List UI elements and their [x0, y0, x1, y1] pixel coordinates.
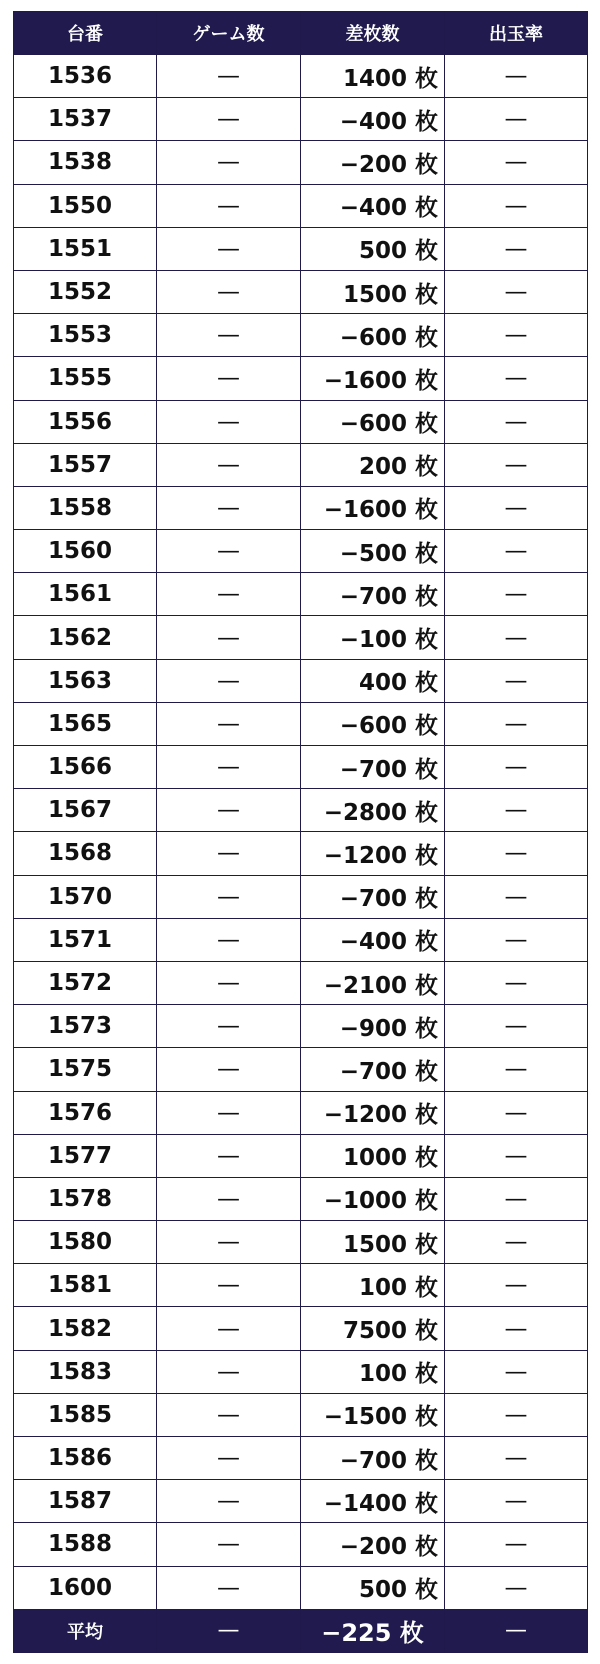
table-row: [14, 1264, 588, 1307]
game-count-cell: —: [157, 1177, 301, 1220]
coin-difference-cell: −400 枚: [301, 918, 445, 961]
machine-number-cell: 1582: [14, 1307, 157, 1350]
game-count-cell: —: [157, 1566, 301, 1609]
coin-difference-cell: −700 枚: [301, 1437, 445, 1480]
table-row: [14, 141, 588, 184]
game-count-cell: —: [157, 832, 301, 875]
payout-rate-cell: —: [445, 961, 588, 1004]
table-row: [14, 486, 588, 529]
payout-rate-cell: —: [445, 1048, 588, 1091]
table-row: [14, 1005, 588, 1048]
payout-rate-cell: —: [445, 1005, 588, 1048]
machine-number-cell: 1551: [14, 227, 157, 270]
machine-number-cell: 1563: [14, 659, 157, 702]
coin-difference-cell: 1500 枚: [301, 270, 445, 313]
coin-difference-cell: 1000 枚: [301, 1134, 445, 1177]
machine-number-cell: 1552: [14, 270, 157, 313]
game-count-cell: —: [157, 1221, 301, 1264]
game-count-cell: —: [157, 1307, 301, 1350]
machine-number-cell: 1600: [14, 1566, 157, 1609]
header-row: [14, 12, 588, 55]
table-row: [14, 702, 588, 745]
table-header: [14, 12, 588, 55]
machine-number-cell: 1557: [14, 443, 157, 486]
slot-data-table-wrapper: [13, 11, 587, 1653]
game-count-cell: —: [157, 443, 301, 486]
table-row: [14, 98, 588, 141]
machine-number-cell: 1536: [14, 55, 157, 98]
payout-rate-cell: —: [445, 1134, 588, 1177]
coin-difference-cell: −1400 枚: [301, 1480, 445, 1523]
machine-number-cell: 1586: [14, 1437, 157, 1480]
coin-difference-cell: −1000 枚: [301, 1177, 445, 1220]
game-count-cell: —: [157, 746, 301, 789]
coin-difference-cell: 7500 枚: [301, 1307, 445, 1350]
payout-rate-cell: —: [445, 659, 588, 702]
machine-number-cell: 1570: [14, 875, 157, 918]
table-row: [14, 530, 588, 573]
coin-difference-cell: −700 枚: [301, 1048, 445, 1091]
coin-difference-cell: 100 枚: [301, 1264, 445, 1307]
machine-number-cell: 1575: [14, 1048, 157, 1091]
coin-difference-cell: −700 枚: [301, 875, 445, 918]
average-coin-difference: −225 枚: [301, 1609, 445, 1652]
average-row: [14, 1609, 588, 1652]
payout-rate-cell: —: [445, 616, 588, 659]
game-count-cell: —: [157, 1048, 301, 1091]
machine-number-cell: 1580: [14, 1221, 157, 1264]
table-row: [14, 314, 588, 357]
table-row: [14, 1134, 588, 1177]
machine-number-cell: 1556: [14, 400, 157, 443]
coin-difference-cell: −2800 枚: [301, 789, 445, 832]
header-coin-difference: 差枚数: [301, 12, 445, 55]
game-count-cell: —: [157, 486, 301, 529]
table-row: [14, 1221, 588, 1264]
table-row: [14, 1437, 588, 1480]
table-row: [14, 832, 588, 875]
table-row: [14, 616, 588, 659]
coin-difference-cell: −2100 枚: [301, 961, 445, 1004]
coin-difference-cell: −1500 枚: [301, 1393, 445, 1436]
payout-rate-cell: —: [445, 918, 588, 961]
game-count-cell: —: [157, 1437, 301, 1480]
table-row: [14, 918, 588, 961]
payout-rate-cell: —: [445, 1091, 588, 1134]
payout-rate-cell: —: [445, 357, 588, 400]
coin-difference-cell: −700 枚: [301, 573, 445, 616]
machine-number-cell: 1571: [14, 918, 157, 961]
coin-difference-cell: 500 枚: [301, 227, 445, 270]
machine-number-cell: 1561: [14, 573, 157, 616]
machine-number-cell: 1567: [14, 789, 157, 832]
payout-rate-cell: —: [445, 1307, 588, 1350]
game-count-cell: —: [157, 789, 301, 832]
machine-number-cell: 1581: [14, 1264, 157, 1307]
game-count-cell: —: [157, 1134, 301, 1177]
coin-difference-cell: −900 枚: [301, 1005, 445, 1048]
game-count-cell: —: [157, 141, 301, 184]
payout-rate-cell: —: [445, 875, 588, 918]
table-row: [14, 443, 588, 486]
table-row: [14, 270, 588, 313]
game-count-cell: —: [157, 1350, 301, 1393]
game-count-cell: —: [157, 918, 301, 961]
game-count-cell: —: [157, 530, 301, 573]
table-footer: [14, 1609, 588, 1652]
slot-data-table: [13, 11, 588, 1653]
payout-rate-cell: —: [445, 1264, 588, 1307]
table-row: [14, 1523, 588, 1566]
coin-difference-cell: −700 枚: [301, 746, 445, 789]
table-row: [14, 1393, 588, 1436]
game-count-cell: —: [157, 1091, 301, 1134]
average-payout-rate: —: [445, 1609, 588, 1652]
game-count-cell: —: [157, 1523, 301, 1566]
payout-rate-cell: —: [445, 789, 588, 832]
payout-rate-cell: —: [445, 832, 588, 875]
game-count-cell: —: [157, 573, 301, 616]
game-count-cell: —: [157, 659, 301, 702]
machine-number-cell: 1555: [14, 357, 157, 400]
game-count-cell: —: [157, 1393, 301, 1436]
payout-rate-cell: —: [445, 443, 588, 486]
game-count-cell: —: [157, 55, 301, 98]
game-count-cell: —: [157, 400, 301, 443]
payout-rate-cell: —: [445, 55, 588, 98]
average-label: 平均: [14, 1609, 157, 1652]
payout-rate-cell: —: [445, 1523, 588, 1566]
coin-difference-cell: −200 枚: [301, 1523, 445, 1566]
coin-difference-cell: −1600 枚: [301, 486, 445, 529]
payout-rate-cell: —: [445, 1437, 588, 1480]
table-row: [14, 357, 588, 400]
table-row: [14, 573, 588, 616]
payout-rate-cell: —: [445, 98, 588, 141]
payout-rate-cell: —: [445, 573, 588, 616]
table-row: [14, 400, 588, 443]
coin-difference-cell: −1200 枚: [301, 1091, 445, 1134]
machine-number-cell: 1562: [14, 616, 157, 659]
coin-difference-cell: 500 枚: [301, 1566, 445, 1609]
header-payout-rate: 出玉率: [445, 12, 588, 55]
game-count-cell: —: [157, 1005, 301, 1048]
machine-number-cell: 1572: [14, 961, 157, 1004]
game-count-cell: —: [157, 184, 301, 227]
machine-number-cell: 1553: [14, 314, 157, 357]
machine-number-cell: 1578: [14, 1177, 157, 1220]
coin-difference-cell: −500 枚: [301, 530, 445, 573]
payout-rate-cell: —: [445, 1177, 588, 1220]
machine-number-cell: 1585: [14, 1393, 157, 1436]
game-count-cell: —: [157, 1480, 301, 1523]
table-row: [14, 1480, 588, 1523]
machine-number-cell: 1588: [14, 1523, 157, 1566]
game-count-cell: —: [157, 961, 301, 1004]
game-count-cell: —: [157, 314, 301, 357]
game-count-cell: —: [157, 616, 301, 659]
table-row: [14, 746, 588, 789]
table-row: [14, 961, 588, 1004]
average-game-count: —: [157, 1609, 301, 1652]
payout-rate-cell: —: [445, 486, 588, 529]
game-count-cell: —: [157, 702, 301, 745]
machine-number-cell: 1565: [14, 702, 157, 745]
game-count-cell: —: [157, 270, 301, 313]
payout-rate-cell: —: [445, 746, 588, 789]
coin-difference-cell: 200 枚: [301, 443, 445, 486]
table-row: [14, 1350, 588, 1393]
machine-number-cell: 1573: [14, 1005, 157, 1048]
table-row: [14, 1307, 588, 1350]
table-row: [14, 1048, 588, 1091]
machine-number-cell: 1577: [14, 1134, 157, 1177]
payout-rate-cell: —: [445, 1566, 588, 1609]
header-game-count: ゲーム数: [157, 12, 301, 55]
machine-number-cell: 1576: [14, 1091, 157, 1134]
coin-difference-cell: −600 枚: [301, 314, 445, 357]
game-count-cell: —: [157, 227, 301, 270]
payout-rate-cell: —: [445, 1480, 588, 1523]
coin-difference-cell: −400 枚: [301, 184, 445, 227]
table-row: [14, 875, 588, 918]
game-count-cell: —: [157, 1264, 301, 1307]
game-count-cell: —: [157, 357, 301, 400]
table-row: [14, 55, 588, 98]
coin-difference-cell: −600 枚: [301, 400, 445, 443]
payout-rate-cell: —: [445, 702, 588, 745]
machine-number-cell: 1538: [14, 141, 157, 184]
payout-rate-cell: —: [445, 227, 588, 270]
machine-number-cell: 1558: [14, 486, 157, 529]
coin-difference-cell: 100 枚: [301, 1350, 445, 1393]
game-count-cell: —: [157, 875, 301, 918]
coin-difference-cell: −1200 枚: [301, 832, 445, 875]
table-body: [14, 55, 588, 1610]
payout-rate-cell: —: [445, 1393, 588, 1436]
payout-rate-cell: —: [445, 1350, 588, 1393]
game-count-cell: —: [157, 98, 301, 141]
coin-difference-cell: 1500 枚: [301, 1221, 445, 1264]
coin-difference-cell: 400 枚: [301, 659, 445, 702]
payout-rate-cell: —: [445, 530, 588, 573]
payout-rate-cell: —: [445, 184, 588, 227]
payout-rate-cell: —: [445, 270, 588, 313]
header-machine-number: 台番: [14, 12, 157, 55]
coin-difference-cell: −100 枚: [301, 616, 445, 659]
table-row: [14, 227, 588, 270]
table-row: [14, 659, 588, 702]
coin-difference-cell: 1400 枚: [301, 55, 445, 98]
machine-number-cell: 1550: [14, 184, 157, 227]
table-row: [14, 1091, 588, 1134]
machine-number-cell: 1587: [14, 1480, 157, 1523]
table-row: [14, 789, 588, 832]
coin-difference-cell: −600 枚: [301, 702, 445, 745]
table-row: [14, 1177, 588, 1220]
payout-rate-cell: —: [445, 141, 588, 184]
machine-number-cell: 1566: [14, 746, 157, 789]
machine-number-cell: 1537: [14, 98, 157, 141]
machine-number-cell: 1560: [14, 530, 157, 573]
payout-rate-cell: —: [445, 1221, 588, 1264]
coin-difference-cell: −400 枚: [301, 98, 445, 141]
payout-rate-cell: —: [445, 314, 588, 357]
machine-number-cell: 1568: [14, 832, 157, 875]
table-row: [14, 184, 588, 227]
coin-difference-cell: −200 枚: [301, 141, 445, 184]
coin-difference-cell: −1600 枚: [301, 357, 445, 400]
table-row: [14, 1566, 588, 1609]
machine-number-cell: 1583: [14, 1350, 157, 1393]
payout-rate-cell: —: [445, 400, 588, 443]
